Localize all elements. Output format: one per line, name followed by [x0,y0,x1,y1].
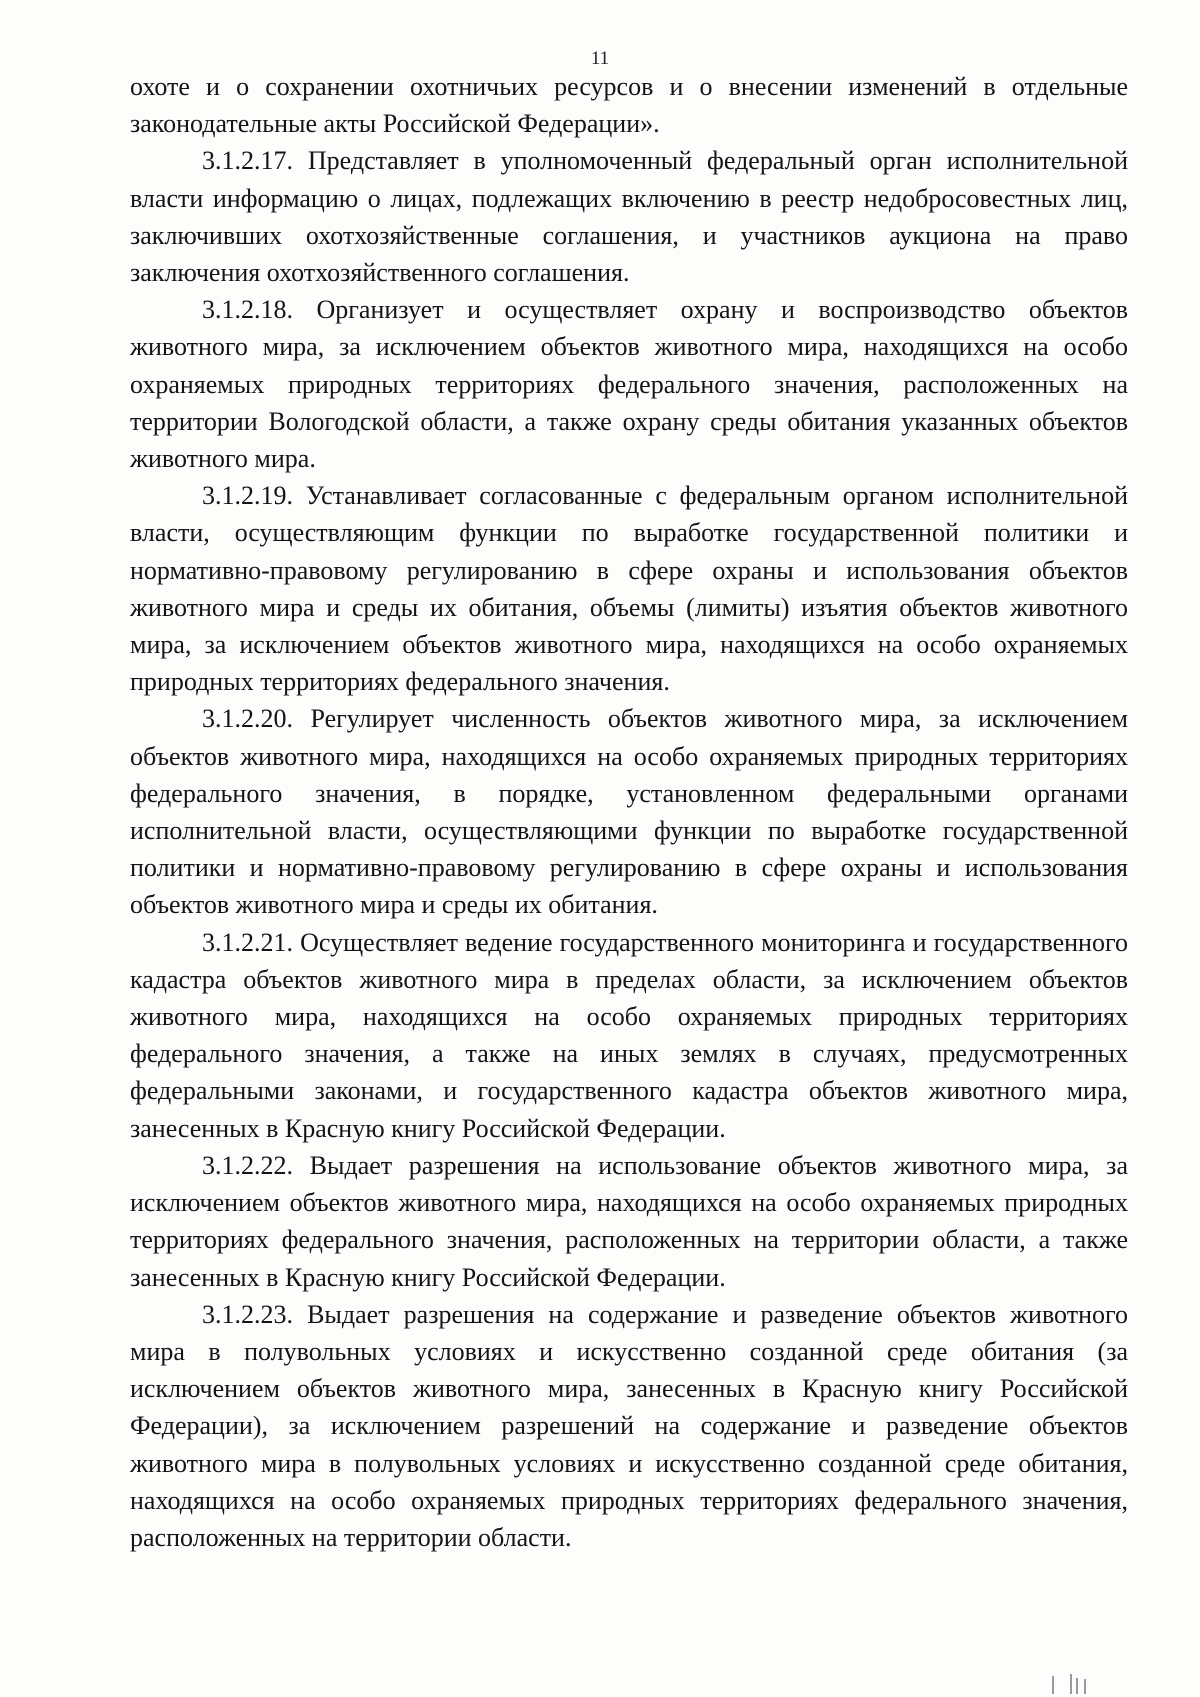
scan-artifact [1076,1678,1078,1694]
scan-artifact [1084,1679,1086,1694]
document-body [130,68,1128,1556]
paragraph-3-1-2-17: 3.1.2.17. Представляет в уполномоченный федеральный орган исполнительной власти информацию о лицах, подлежащих включению в реестр недобросовестных лиц, заключивших охотхозяйственные соглашения, и участников аукциона на право заключения охотхозяйственного соглашения. [130,146,1128,288]
paragraph-3-1-2-22: 3.1.2.22. Выдает разрешения на использование объектов животного мира, за исключением объектов животного мира, находящихся на особо охраняемых природных территориях федерального значения, расположенных на территории области, а также занесенных в Красную книгу Российской Федерации. [130,1150,1128,1292]
paragraph-3-1-2-21: 3.1.2.21. Осуществляет ведение государственного мониторинга и государственного кадастра объектов животного мира в пределах области, за исключением объектов животного мира, находящихся на особо охраняемых природных территориях федерального значения, а также на иных землях в случаях, предусмотренных федеральными законами, и государственного кадастра объектов животного мира, занесенных в Красную книгу Российской Федерации. [130,927,1128,1143]
paragraph-3-1-2-18: 3.1.2.18. Организует и осуществляет охрану и воспроизводство объектов животного мира, за исключением объектов животного мира, находящихся на особо охраняемых природных территориях федерального значения, расположенных на территории Вологодской области, а также охрану среды обитания указанных объектов животного мира. [130,295,1128,474]
scan-artifact [1052,1676,1054,1694]
page-number: 11 [590,48,610,69]
paragraph-continuation: охоте и о сохранении охотничьих ресурсов и о внесении изменений в отдельные законодательные акты Российской Федерации». [130,72,1128,139]
scan-artifact [1070,1674,1072,1694]
paragraph-3-1-2-23: 3.1.2.23. Выдает разрешения на содержание и разведение объектов животного мира в полувольных условиях и искусственно созданной среде обитания (за исключением объектов животного мира, занесенных в Красную книгу Российской Федерации), за исключением разрешений на содержание и разведение объектов животного мира в полувольных условиях и искусственно созданной среде обитания, находящихся на особо охраняемых природных территориях федерального значения, расположенных на территории области. [130,1299,1128,1552]
paragraph-3-1-2-20: 3.1.2.20. Регулирует численность объектов животного мира, за исключением объектов животного мира, находящихся на особо охраняемых природных территориях федерального значения, в порядке, установленном федеральными органами исполнительной власти, осуществляющими функции по выработке государственной политики и нормативно-правовому регулированию в сфере охраны и использования объектов животного мира и среды их обитания. [130,704,1128,920]
paragraph-3-1-2-19: 3.1.2.19. Устанавливает согласованные с федеральным органом исполнительной власти, осуществляющим функции по выработке государственной политики и нормативно-правовому регулированию в сфере охраны и использования объектов животного мира и среды их обитания, объемы (лимиты) изъятия объектов животного мира, за исключением объектов животного мира, находящихся на особо охраняемых природных территориях федерального значения. [130,481,1128,697]
